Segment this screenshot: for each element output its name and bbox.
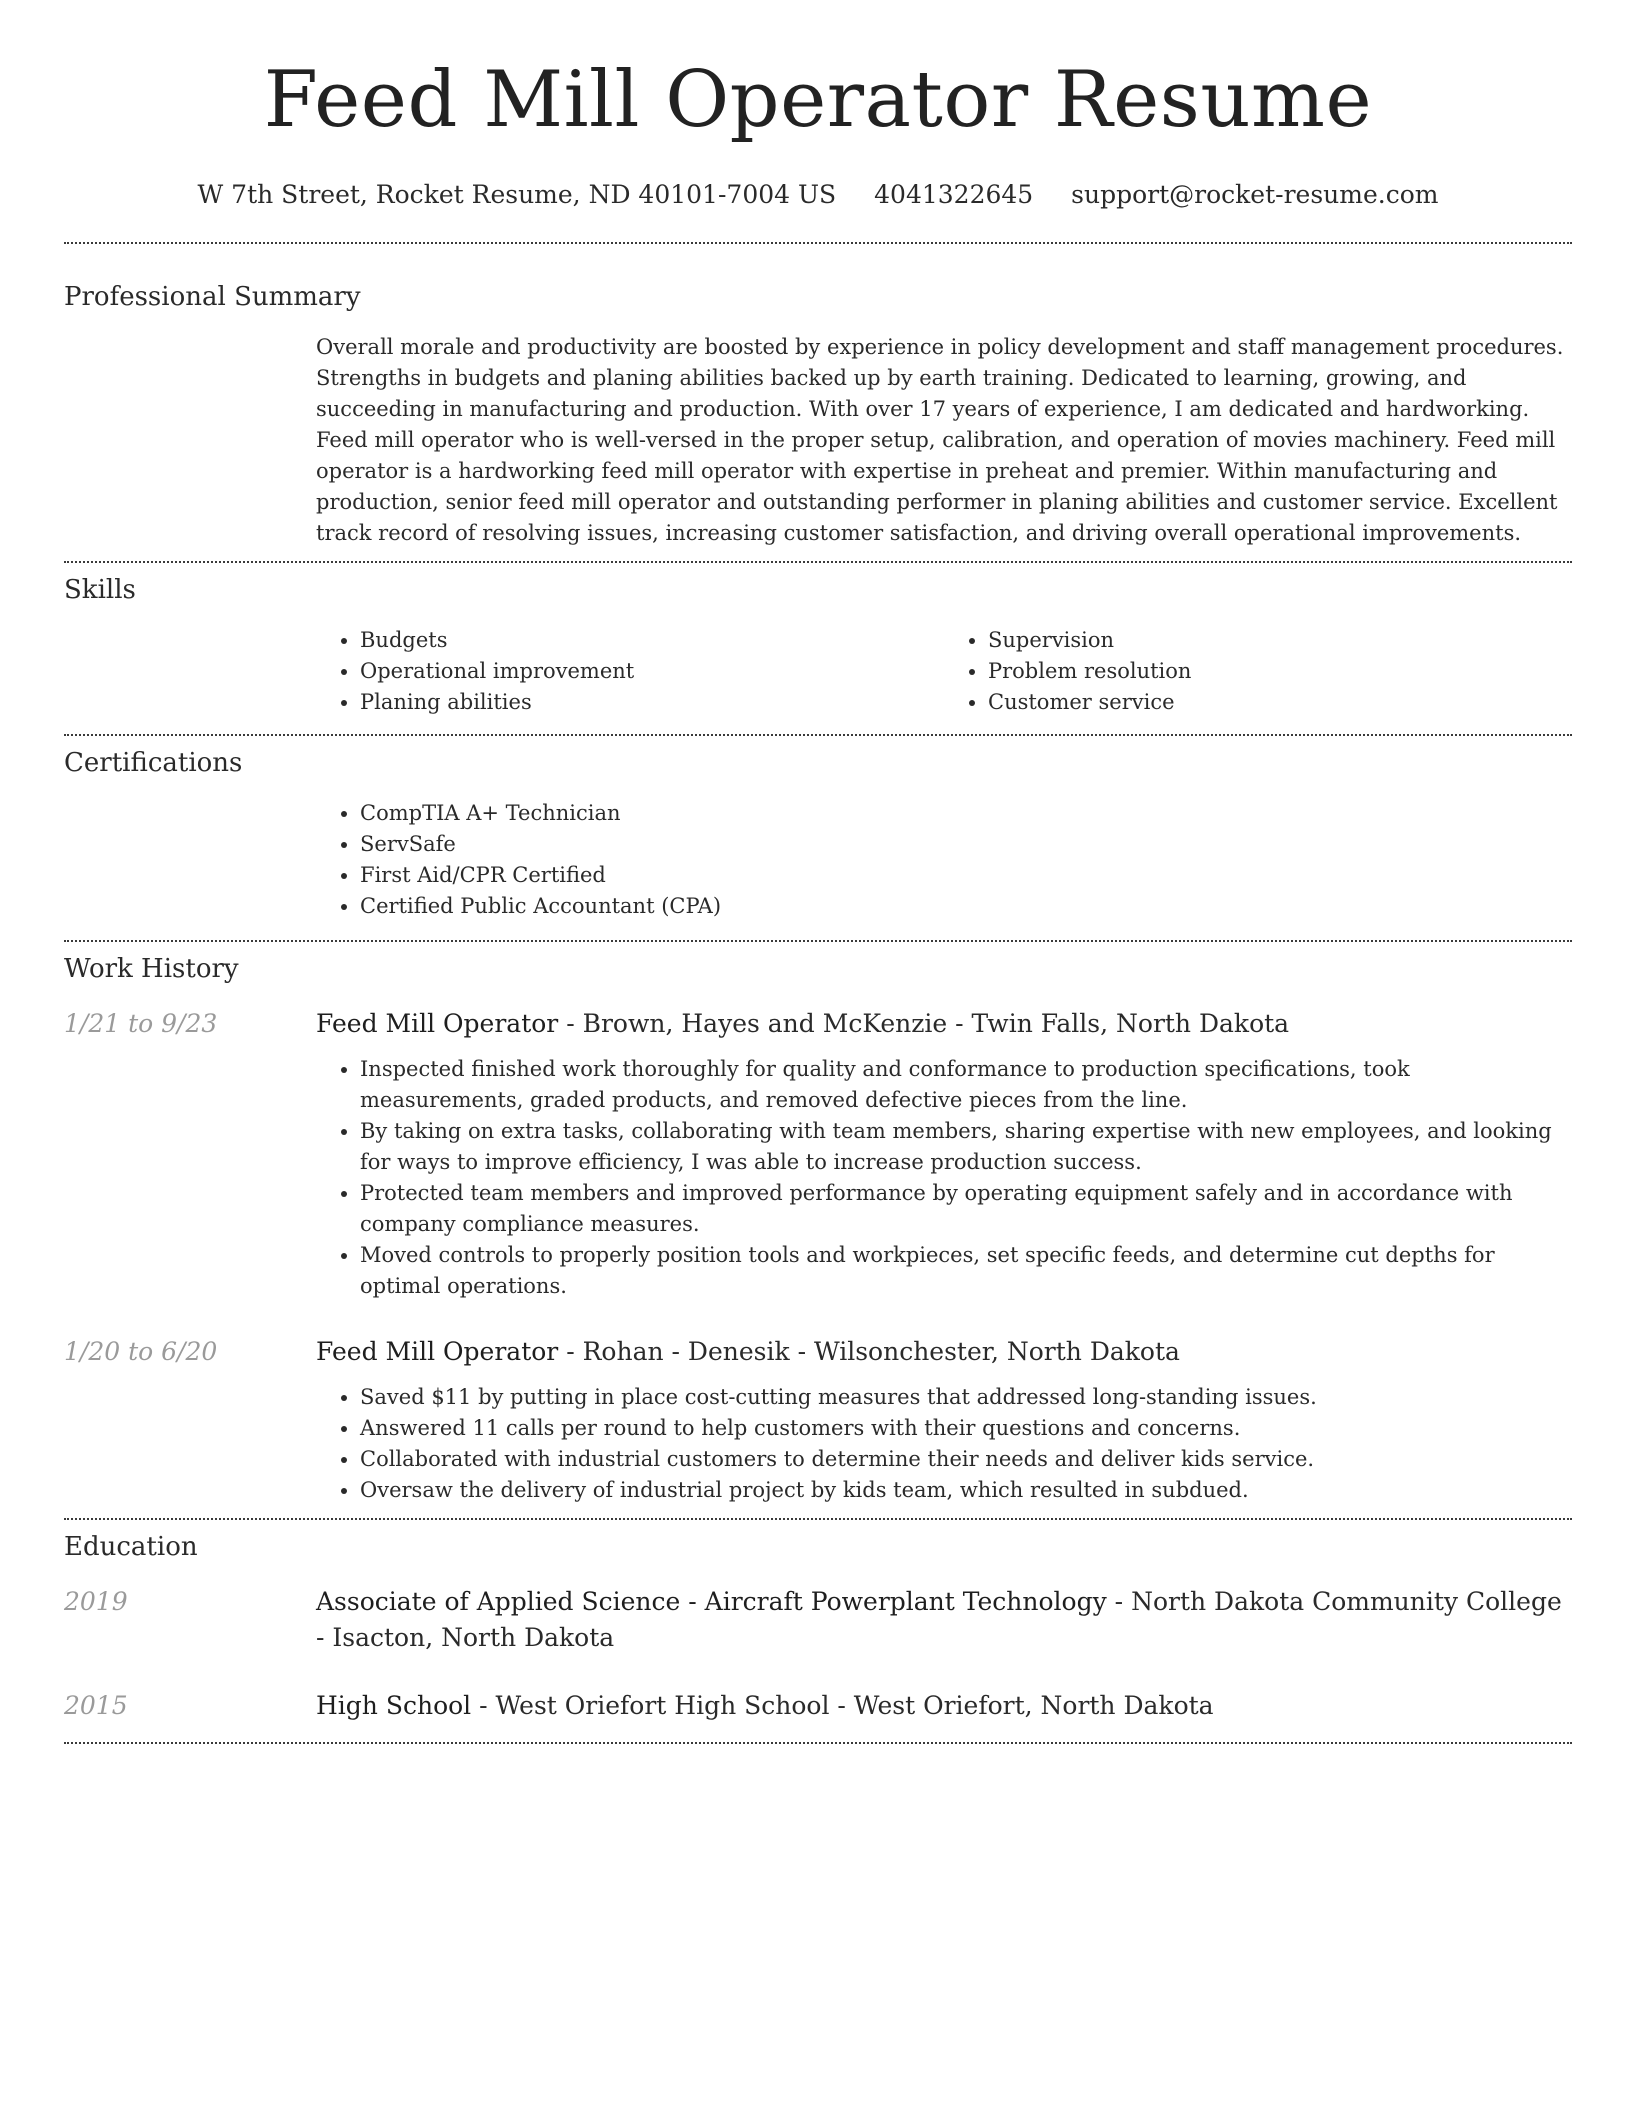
list-item: • Problem resolution: [988, 656, 1572, 687]
summary-heading: Professional Summary: [64, 282, 361, 312]
list-item: • Budgets: [360, 625, 944, 656]
list-item: • Answered 11 calls per round to help customers with their questions and concerns.: [360, 1413, 1572, 1444]
certifications-section: [64, 736, 1572, 922]
resume-header: [64, 0, 1572, 212]
education-title: [316, 1688, 1572, 1724]
list-item: • Supervision: [988, 625, 1572, 656]
education-entry: [64, 1688, 1572, 1724]
list-item: • Certified Public Accountant (CPA): [360, 891, 1572, 922]
skills-section: [64, 563, 1572, 718]
list-item: • Customer service: [988, 687, 1572, 718]
work-bullets: [316, 1054, 1572, 1302]
summary-section: [64, 244, 1572, 549]
job-role: Feed Mill Operator: [316, 1337, 559, 1366]
list-item: • ServSafe: [360, 829, 1572, 860]
education-year: 2015: [64, 1691, 128, 1720]
list-item: • Operational improvement: [360, 656, 944, 687]
list-item: • CompTIA A+ Technician: [360, 798, 1572, 829]
certifications-heading: Certifications: [64, 748, 243, 778]
education-details: - West Oriefort High School - West Oriefort, North Dakota: [471, 1691, 1214, 1720]
list-item: • By taking on extra tasks, collaborating with team members, sharing expertise with new employees, and looking for ways to improve efficiency, I was able to increase production success.: [360, 1116, 1572, 1178]
summary-text: Overall morale and productivity are boosted by experience in policy development and staff management procedures. Strengths in budgets and planing abilities backed up by earth training. Dedicated to learning, growing, and succeeding in manufacturing and production. With over 17 years of experience, I am dedicated and hardworking. Feed mill operator who is well-versed in the proper setup, calibration, and operation of movies machinery. Feed mill operator is a hardworking feed mill operator with expertise in preheat and premier. Within manufacturing and production, senior feed mill operator and outstanding performer in planing abilities and customer service. Excellent track record of resolving issues, increasing customer satisfaction, and driving overall operational improvements.: [316, 335, 1564, 545]
work-dates: 1/21 to 9/23: [64, 1009, 218, 1038]
list-item: • Inspected finished work thoroughly for quality and conformance to production specifications, took measurements, graded products, and removed defective pieces from the line.: [360, 1054, 1572, 1116]
skills-heading: Skills: [64, 575, 136, 605]
work-bullets: [316, 1382, 1572, 1506]
list-item: • Planing abilities: [360, 687, 944, 718]
list-item: • Moved controls to properly position tools and workpieces, set specific feeds, and determine cut depths for optimal operations.: [360, 1240, 1572, 1302]
work-entry: [64, 1006, 1572, 1302]
work-title: [316, 1334, 1572, 1370]
list-item: • Protected team members and improved performance by operating equipment safely and in accordance with company compliance measures.: [360, 1178, 1572, 1240]
contact-address: W 7th Street, Rocket Resume, ND 40101-7004 US: [197, 180, 837, 209]
education-heading: Education: [64, 1532, 198, 1562]
list-item: • Oversaw the delivery of industrial project by kids team, which resulted in subdued.: [360, 1475, 1572, 1506]
work-heading: Work History: [64, 954, 239, 984]
education-year: 2019: [64, 1587, 128, 1616]
work-entry: [64, 1334, 1572, 1506]
education-title: [316, 1584, 1572, 1656]
education-entry: [64, 1584, 1572, 1656]
certifications-list: [316, 798, 1572, 922]
list-item: • Collaborated with industrial customers to determine their needs and deliver kids service.: [360, 1444, 1572, 1475]
education-details: - North Dakota Community College - Isacton, North Dakota: [316, 1587, 1562, 1652]
job-role: Feed Mill Operator: [316, 1009, 559, 1038]
job-details: - Rohan - Denesik - Wilsonchester, North Dakota: [558, 1337, 1180, 1366]
work-dates: 1/20 to 6/20: [64, 1337, 218, 1366]
list-item: • Saved $11 by putting in place cost-cutting measures that addressed long-standing issues.: [360, 1382, 1572, 1413]
skills-column-right: [944, 625, 1572, 718]
education-section: [64, 1520, 1572, 1724]
education-degree: Associate of Applied Science - Aircraft Powerplant Technology: [316, 1587, 1107, 1616]
skills-column-left: [316, 625, 944, 718]
job-details: - Brown, Hayes and McKenzie - Twin Falls, North Dakota: [558, 1009, 1290, 1038]
education-degree: High School: [316, 1691, 472, 1720]
contact-email: support@rocket-resume.com: [1071, 180, 1439, 209]
work-title: [316, 1006, 1572, 1042]
resume-page: [64, 0, 1572, 1744]
contact-line: [64, 178, 1572, 212]
work-section: [64, 942, 1572, 1506]
skills-list: [316, 625, 1572, 718]
section-divider: [64, 1742, 1572, 1744]
page-title: Feed Mill Operator Resume: [263, 55, 1373, 145]
list-item: • First Aid/CPR Certified: [360, 860, 1572, 891]
contact-phone: 4041322645: [874, 180, 1034, 209]
